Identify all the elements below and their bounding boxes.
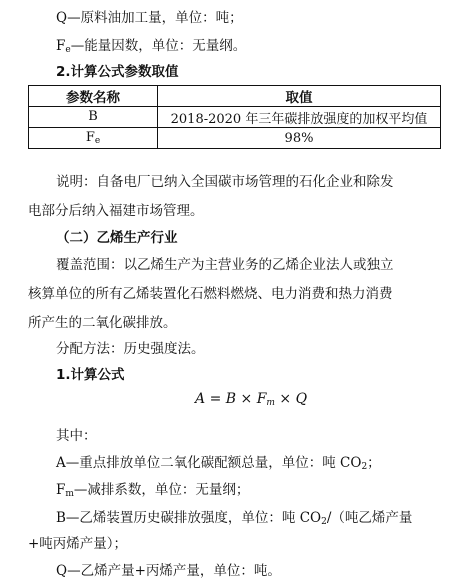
param-value-cell: 2018-2020 年三年碳排放强度的加权平均值 [158, 107, 441, 128]
a-subscript: 2 [361, 462, 368, 472]
where-label: 其中： [56, 428, 97, 444]
formula-q: Q [295, 391, 308, 407]
q-definition: Q—原料油加工量，单位：吨； [56, 10, 243, 26]
param-name-cell [29, 107, 158, 128]
fe-description: —能量因数，单位：无量纲。 [70, 38, 247, 54]
formula-f-subscript: m [266, 398, 275, 408]
header-param-name: 参数名称 [29, 86, 158, 107]
formula-a: A [195, 391, 206, 407]
a-description: A—重点排放单位二氧化碳配额总量，单位：吨 CO [56, 455, 362, 471]
param-name-subscript: e [94, 136, 101, 146]
fm-symbol: F [56, 482, 66, 498]
table-row [29, 107, 441, 128]
b-description-rest: /（吨乙烯产量 [326, 510, 413, 526]
param-name: F [85, 130, 95, 145]
a-end: ； [367, 455, 381, 471]
b-subscript: 2 [321, 517, 327, 527]
note-line-2: 电部分后纳入福建市场管理。 [28, 203, 204, 219]
fm-definition [56, 478, 249, 499]
fm-description: —减排系数，单位：无量纲； [73, 482, 250, 498]
param-name: B [88, 109, 98, 124]
q2-definition: Q—乙烯产量+丙烯产量，单位：吨。 [56, 563, 281, 579]
fm-subscript: m [65, 489, 74, 499]
formula-equals: = [205, 391, 226, 407]
fe-subscript: e [65, 45, 71, 55]
a-definition [56, 451, 381, 472]
scope-line-3: 所产生的二氧化碳排放。 [28, 315, 177, 331]
section-2-title: 2.计算公式参数取值 [56, 64, 179, 80]
table-header-row [29, 86, 441, 107]
parameter-table [28, 85, 441, 149]
fe-symbol: F [56, 38, 66, 54]
note-line-1: 说明：自备电厂已纳入全国碳市场管理的石化企业和除发 [56, 174, 394, 190]
method-line: 分配方法：历史强度法。 [56, 341, 205, 357]
subsection-title: （二）乙烯生产行业 [56, 230, 178, 246]
formula-b: B [225, 391, 237, 407]
formula-times: × [236, 391, 257, 407]
fe-definition [56, 34, 246, 55]
b-description: B—乙烯装置历史碳排放强度，单位：吨 CO [56, 510, 322, 526]
scope-line-2: 核算单位的所有乙烯装置化石燃料燃烧、电力消费和热力消费 [28, 286, 393, 302]
header-value: 取值 [158, 86, 441, 107]
b-definition [56, 506, 412, 527]
formula-times: × [274, 391, 296, 407]
param-value-cell: 98% [158, 128, 441, 149]
formula [195, 391, 307, 408]
b-definition-continued: +吨丙烯产量）； [28, 536, 128, 552]
formula-title: 1.计算公式 [56, 367, 125, 383]
scope-line-1: 覆盖范围：以乙烯生产为主营业务的乙烯企业法人或独立 [56, 257, 394, 273]
param-name-cell [29, 128, 158, 149]
table-row [29, 128, 441, 149]
formula-f: F [256, 391, 267, 407]
